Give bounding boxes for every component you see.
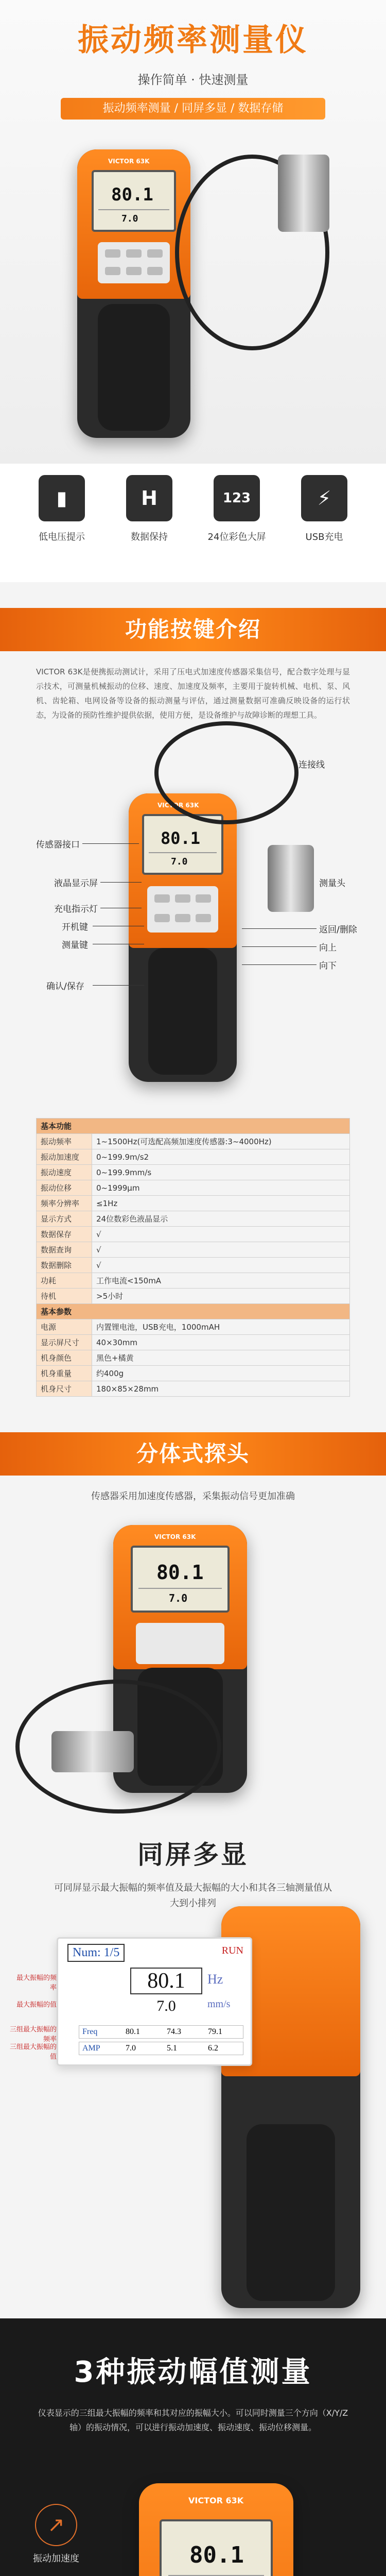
meter-keypad bbox=[98, 242, 170, 283]
table-row: 机身颜色 黑色+橘黄 bbox=[37, 1350, 350, 1366]
meter-large-image: VICTOR 63K 80.1 bbox=[139, 2483, 293, 2576]
max-frequency-value: 80.1 bbox=[130, 1968, 202, 1994]
table-row: 数据保存 √ bbox=[37, 1227, 350, 1242]
label-max-freq: 最大振幅的频率 bbox=[16, 1974, 57, 1992]
table-row: 机身尺寸 180×85×28mm bbox=[37, 1381, 350, 1397]
acceleration-icon: ↗ bbox=[35, 2504, 77, 2546]
intro-text: VICTOR 63K是便携振动测试计，采用了压电式加速度传感器采集信号，配合数字处理与显示技术，可测量机械振动的位移、速度、加速度及频率，主要用于旋转机械、电机、泵、风机、齿轮箱、电网设备等设备的振动测量与评估，通过测量数据可准确反映设备的运行状态，为设备的预防性维护提供依据，使用方便，是设备维护与故障诊断的理想工具。 bbox=[36, 667, 350, 720]
table-row: 频率分辨率 ≤1Hz bbox=[37, 1196, 350, 1211]
sensor-probe-image bbox=[278, 155, 329, 232]
table-row: 数据查询 √ bbox=[37, 1242, 350, 1258]
annotation-cable: 连接线 bbox=[299, 760, 325, 770]
hero-section bbox=[0, 0, 386, 464]
label-three-amp: 三组最大振幅的值 bbox=[9, 2043, 57, 2061]
hero-tagline: 振动频率测量 / 同屏多显 / 数据存储 bbox=[61, 98, 325, 120]
feature-icons-row bbox=[0, 464, 386, 582]
amplitude-unit: mm/s bbox=[207, 1998, 231, 2010]
feature-data-hold: H 数据保持 bbox=[118, 475, 180, 543]
section-header-function-keys: 功能按键介绍 bbox=[0, 608, 386, 651]
annotation-measure-key: 测量键 bbox=[62, 940, 88, 951]
hero-subtitle: 操作简单 · 快速测量 bbox=[137, 73, 249, 87]
table-row: AMP 7.0 5.1 6.2 bbox=[79, 2042, 243, 2055]
meter-image bbox=[77, 149, 190, 438]
usb-charge-icon: ⚡ bbox=[301, 475, 347, 521]
cable-loop-image bbox=[154, 721, 299, 824]
feature-usb-charge: ⚡ USB充电 bbox=[293, 475, 355, 543]
table-row: 振动频率 1~1500Hz(可选配高频加速度传感器:3~4000Hz) bbox=[37, 1134, 350, 1149]
amplitude-text: 仪表显示的三组最大振幅的频率和其对应的振幅大小。可以同时测量三个方向（X/Y/Z轴）的振动情况，可以进行振动加速度、振动速度、振动位移测量。 bbox=[38, 2408, 348, 2432]
table-row: 振动速度 0~199.9mm/s bbox=[37, 1165, 350, 1180]
table-row: 数据删除 √ bbox=[37, 1258, 350, 1273]
battery-icon: ▮ bbox=[39, 475, 85, 521]
section-header-separate-probe: 分体式探头 bbox=[0, 1432, 386, 1476]
feature-color-display: 123 24位彩色大屏 bbox=[206, 475, 268, 543]
section-title-multi-display: 同屏多显 bbox=[137, 1840, 249, 1870]
annotation-power-key: 开机键 bbox=[62, 922, 88, 933]
meter-with-probe-image: VICTOR 63K 80.1 7.0 bbox=[113, 1525, 247, 1793]
annotation-confirm-save: 确认/保存 bbox=[46, 981, 84, 992]
display-icon: 123 bbox=[214, 475, 260, 521]
probe-head-image bbox=[51, 1731, 134, 1772]
table-row: 振动加速度 0~199.9m/s2 bbox=[37, 1149, 350, 1165]
table-row: 振动位移 0~1999μm bbox=[37, 1180, 350, 1196]
screen-sub: 7.0 bbox=[121, 213, 138, 224]
item-acceleration: ↗ 振动加速度 bbox=[28, 2504, 84, 2565]
meter-brand: VICTOR 63K bbox=[108, 158, 150, 165]
annotation-probe: 测量头 bbox=[319, 878, 345, 889]
spec-group-basic: 基本功能 bbox=[37, 1118, 350, 1134]
table-row: 显示屏尺寸 40×30mm bbox=[37, 1335, 350, 1350]
table-row: 机身重量 约400g bbox=[37, 1366, 350, 1381]
hero-title: 振动频率测量仪 bbox=[78, 22, 308, 58]
probe-image bbox=[268, 845, 314, 912]
probe-description: 传感器采用加速度传感器，采集振动信号更加准确 bbox=[91, 1491, 295, 1502]
screen-value: 80.1 bbox=[111, 184, 153, 205]
label-max-amp: 最大振幅的值 bbox=[16, 2001, 57, 2009]
frequency-unit: Hz bbox=[207, 1972, 223, 1987]
run-status: RUN bbox=[221, 1945, 243, 1956]
max-amplitude-value: 7.0 bbox=[156, 1997, 176, 2014]
table-row: 待机 >5小时 bbox=[37, 1289, 350, 1304]
table-row: 功耗 工作电流<150mA bbox=[37, 1273, 350, 1289]
label-three-freq: 三组最大振幅的频率 bbox=[9, 2026, 57, 2043]
feature-low-voltage: ▮ 低电压提示 bbox=[31, 475, 93, 543]
multi-display-text: 可同屏显示最大振幅的频率值及最大振幅的大小和其各三轴测量值从大到小排列 bbox=[54, 1883, 332, 1909]
amplitude-section bbox=[0, 2318, 386, 2576]
zoomed-screen bbox=[57, 1937, 252, 2066]
spec-group-params: 基本参数 bbox=[37, 1304, 350, 1319]
meter-screen bbox=[92, 170, 176, 232]
annotation-down: 向下 bbox=[319, 961, 337, 971]
table-row: Freq 80.1 74.3 79.1 bbox=[79, 2025, 243, 2039]
annotation-up: 向上 bbox=[319, 943, 337, 953]
spec-table bbox=[36, 1118, 350, 1397]
annotation-lcd: 液晶显示屏 bbox=[54, 878, 98, 889]
section-title-amplitude: 3种振动幅值测量 bbox=[74, 2355, 312, 2389]
meter-front-image: VICTOR 63K 80.1 7.0 bbox=[129, 793, 237, 1082]
annotation-charge-led: 充电指示灯 bbox=[54, 904, 98, 914]
hold-icon: H bbox=[126, 475, 172, 521]
annotation-back-delete: 返回/删除 bbox=[319, 925, 357, 935]
record-number: Num: 1/5 bbox=[67, 1944, 125, 1962]
table-row: 显示方式 24位数彩色液晶显示 bbox=[37, 1211, 350, 1227]
table-row: 电源 内置锂电池，USB充电，1000mAH bbox=[37, 1319, 350, 1335]
annotation-sensor-port: 传感器接口 bbox=[36, 840, 80, 850]
